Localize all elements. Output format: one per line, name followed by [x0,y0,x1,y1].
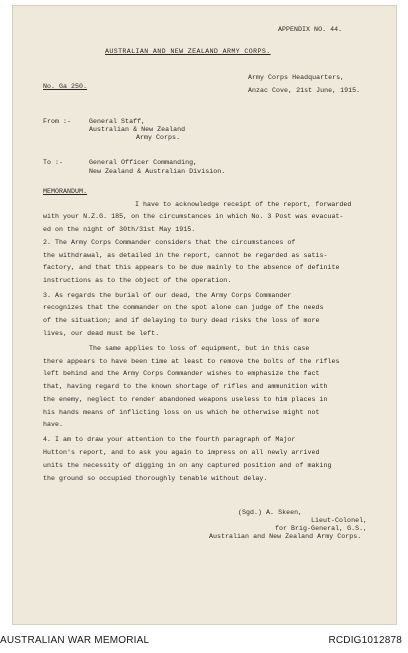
document-page [13,6,396,624]
body-line: have. [43,421,64,428]
body-line: units the necessity of digging in on any captured position and of making [43,462,332,469]
from-line: General Staff, [89,118,146,125]
institution-caption: AUSTRALIAN WAR MEMORIAL [0,635,150,646]
body-line: I have to acknowledge receipt of the report, forwarded [135,201,352,208]
signature-line: Australian and New Zealand Army Corps. [209,533,362,540]
to-label: To :- [43,159,64,166]
appendix-number: APPENDIX NO. 44. [278,26,343,33]
body-line: there appears to have been time at least to remove the bolts of the rifles [43,358,340,365]
body-line: his hands means of inflicting loss on us which he otherwise might not [43,409,320,416]
reference-number: No. Ga 250. [43,83,88,90]
body-line: that, having regard to the known shortage of rifles and ammunition with [43,383,328,390]
body-line: 4. I am to draw your attention to the fourth paragraph of Major [43,436,296,443]
document-heading: AUSTRALIAN AND NEW ZEALAND ARMY CORPS. [105,48,271,55]
body-line: Hutton's report, and to ask you again to impress on all newly arrived [43,449,320,456]
body-line: lives, our dead must be left. [43,330,160,337]
document-date: Anzac Cove, 21st June, 1915. [248,87,361,94]
body-line: left behind and the Army Corps Commander wishes to emphasize the fact [43,370,320,377]
body-line: 3. As regards the burial of our dead, the Army Corps Commander [43,292,292,299]
headquarters-line: Army Corps Headquarters, [248,74,345,81]
body-line: with your N.Z.G. 185, on the circumstances in which No. 3 Post was evacuat- [43,213,344,220]
from-line: Army Corps. [136,134,181,141]
body-line: the withdrawal, as detailed in the report, cannot be regarded as satis- [43,252,328,259]
body-line: ed on the night of 30th/31st May 1915. [43,226,196,233]
to-line: New Zealand & Australian Division. [89,168,226,175]
signature-line: (Sgd.) A. Skeen, [238,509,303,516]
signature-line: for Brig-General, G.S., [275,525,368,532]
from-label: From :- [43,118,72,125]
body-line: 2. The Army Corps Commander considers that the circumstances of [43,239,296,246]
body-line: the ground so occupied thoroughly tenable without delay. [43,475,268,482]
body-line: The same applies to loss of equipment, but in this case [89,345,310,352]
body-line: recognizes that the commander on the spot alone can judge of the needs [43,304,324,311]
memorandum-title: MEMORANDUM. [43,188,88,195]
body-line: instructions as to the object of the operation. [43,277,232,284]
body-line: of the situation; and if delaying to bury dead risks the loss of more [43,317,320,324]
body-line: factory, and that this appears to be due mainly to the absence of definite [43,264,340,271]
catalogue-id: RCDIG1012878 [328,635,402,646]
body-line: the enemy, neglect to render abandoned weapons useless to him places in [43,396,328,403]
to-line: General Officer Commanding, [89,159,198,166]
signature-line: Lieut-Colonel, [311,517,368,524]
from-line: Australian & New Zealand [89,126,186,133]
